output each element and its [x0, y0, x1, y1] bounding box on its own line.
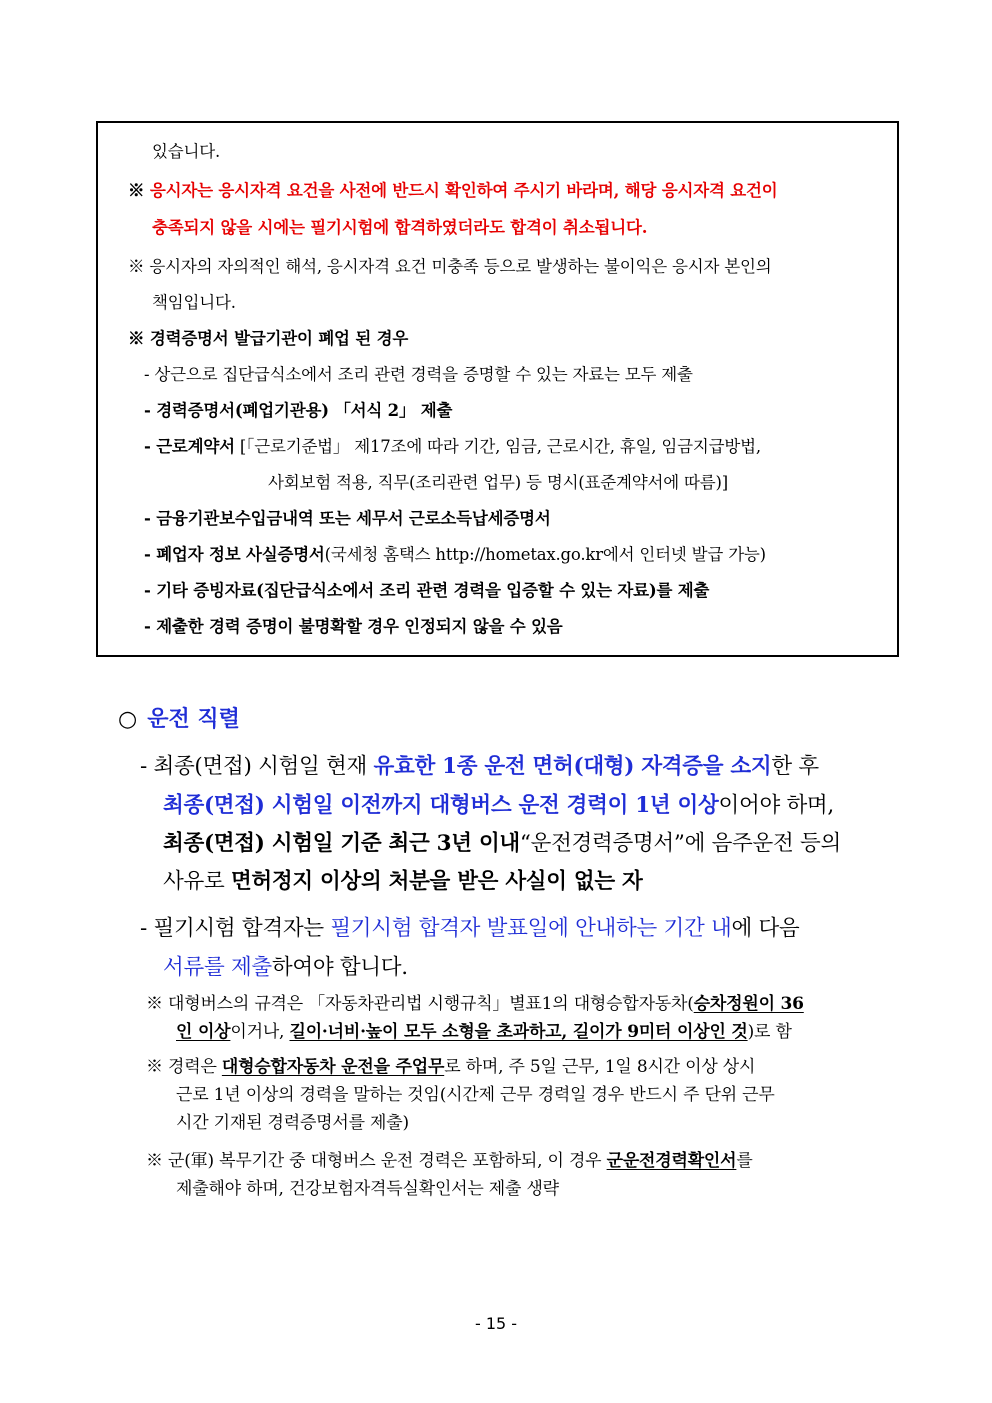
note-3-line-1: ※ 군(軍) 복무기간 중 대형버스 운전 경력은 포함하되, 이 경우 군운전경력확인서를 — [146, 1151, 753, 1171]
box-line-7: - 상근으로 집단급식소에서 조리 관련 경력을 증명할 수 있는 자료는 모두 제출 — [144, 365, 693, 384]
note-1-line-2: 인 이상이거나, 길이·너비·높이 모두 소형을 초과하고, 길이가 9미터 이상인 것)로 함 — [176, 1022, 792, 1042]
section-heading: ○ 운전 직렬 — [118, 706, 240, 732]
note-2-line-3: 시간 기재된 경력증명서를 제출) — [176, 1113, 409, 1133]
req-line-4: 사유로 면허정지 이상의 처분을 받은 사실이 없는 자 — [163, 869, 643, 894]
box-line-5: 책임입니다. — [152, 293, 236, 312]
note-1-line-1: ※ 대형버스의 규격은 「자동차관리법 시행규칙」별표1의 대형승합자동차(승차정원이 36 — [146, 994, 804, 1014]
box-line-14: - 제출한 경력 증명이 불명확할 경우 인정되지 않을 수 있음 — [144, 617, 563, 636]
note-2-line-1: ※ 경력은 대형승합자동차 운전을 주업무로 하며, 주 5일 근무, 1일 8시간 이상 상시 — [146, 1057, 756, 1077]
box-line-11: - 금융기관보수입금내역 또는 세무서 근로소득납세증명서 — [144, 509, 551, 528]
req-line-1: - 최종(면접) 시험일 현재 유효한 1종 운전 면허(대형) 자격증을 소지한 후 — [140, 754, 819, 779]
note-2-line-2: 근로 1년 이상의 경력을 말하는 것임(시간제 근무 경력일 경우 반드시 주 단위 근무 — [176, 1085, 775, 1105]
box-line-2: ※ 응시자는 응시자격 요건을 사전에 반드시 확인하여 주시기 바라며, 해당 응시자격 요건이 — [128, 181, 778, 200]
req-line-3: 최종(면접) 시험일 기준 최근 3년 이내“운전경력증명서”에 음주운전 등의 — [163, 831, 841, 856]
box-line-1: 있습니다. — [152, 142, 221, 161]
box-line-3: 충족되지 않을 시에는 필기시험에 합격하였더라도 합격이 취소됩니다. — [152, 218, 648, 237]
box-line-10: 사회보험 적용, 직무(조리관련 업무) 등 명시(표준계약서에 따름)] — [268, 473, 728, 492]
box-line-4: ※ 응시자의 자의적인 해석, 응시자격 요건 미충족 등으로 발생하는 불이익은 응시자 본인의 — [128, 257, 772, 276]
box-line-6: ※ 경력증명서 발급기관이 폐업 된 경우 — [128, 329, 409, 348]
req-line-2: 최종(면접) 시험일 이전까지 대형버스 운전 경력이 1년 이상이어야 하며, — [163, 793, 834, 818]
box-line-8: - 경력증명서(폐업기관용) 「서식 2」 제출 — [144, 401, 453, 420]
docs-line-2: 서류를 제출하여야 합니다. — [163, 955, 408, 980]
page-number: - 15 - — [474, 1314, 518, 1333]
box-line-12: - 폐업자 정보 사실증명서(국세청 홈택스 http://hometax.go.kr에서 인터넷 발급 가능) — [144, 545, 766, 564]
note-3-line-2: 제출해야 하며, 건강보험자격득실확인서는 제출 생략 — [176, 1179, 559, 1199]
box-line-9: - 근로계약서 [「근로기준법」 제17조에 따라 기간, 임금, 근로시간, 휴일, 임금지급방법, — [144, 437, 761, 456]
box-line-13: - 기타 증빙자료(집단급식소에서 조리 관련 경력을 입증할 수 있는 자료)를 제출 — [144, 581, 710, 600]
docs-line-1: - 필기시험 합격자는 필기시험 합격자 발표일에 안내하는 기간 내에 다음 — [140, 916, 800, 941]
